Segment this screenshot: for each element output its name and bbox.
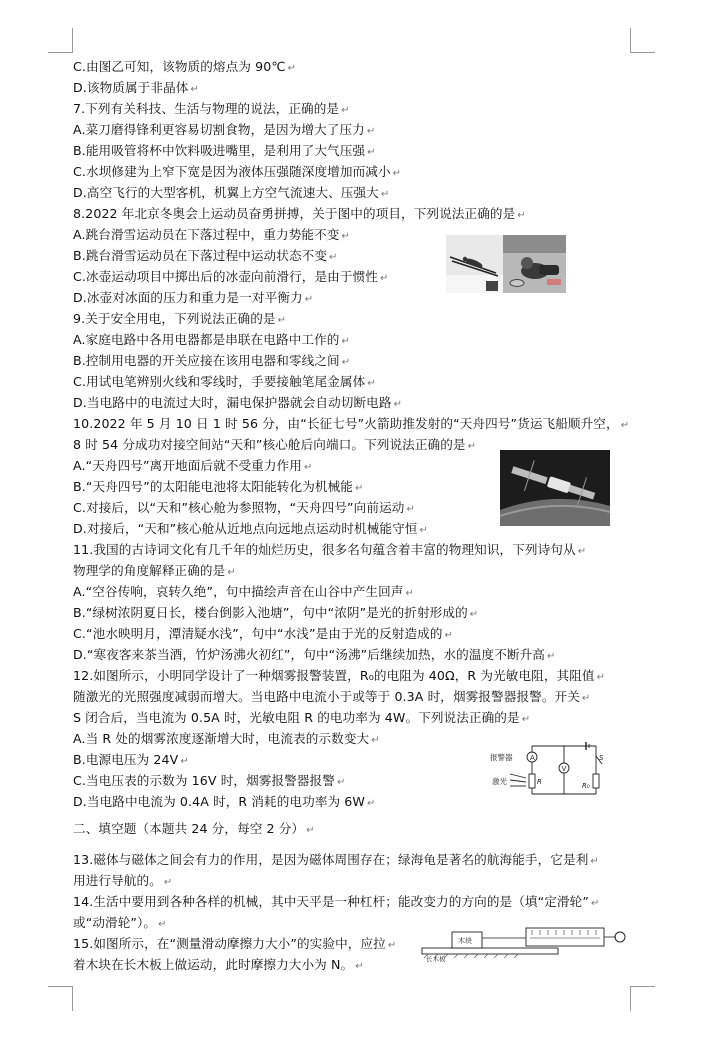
curling-photo [503,235,566,293]
text-line [73,437,476,455]
space-station-photo [500,450,610,526]
text-line-content: D.高空飞行的大型客机，机翼上方空气流速大、压强大 [73,185,379,200]
paragraph-mark: ↵ [419,525,428,536]
paragraph-mark: ↵ [547,651,556,662]
text-line-content: 着木块在长木板上做运动，此时摩擦力大小为 N。 [73,957,354,972]
smoke-alarm-circuit-diagram [488,740,613,802]
paragraph-mark: ↵ [406,504,415,515]
alarm-label: 报警器 [490,753,513,762]
paragraph-mark: ↵ [393,399,403,410]
text-line-content: 或“动滑轮”）。 [73,915,157,930]
paragraph-mark: ↵ [596,672,606,683]
crop-mark-top-right [630,28,655,53]
text-line-content: 用进行导航的。 [73,873,162,888]
text-line-content: C.“池水映明月，潭清疑水浅”，句中“水浅”是由于光的反射造成的 [73,626,443,641]
voltmeter-symbol: V [561,765,567,773]
paragraph-mark: ↵ [277,315,287,326]
text-line [73,311,286,329]
text-line [73,269,388,287]
text-line [73,290,313,308]
text-line [73,852,599,870]
text-line-content: A.菜刀磨得锋利更容易切割食物，是因为增大了压力 [73,122,365,137]
resistor-label: R [537,778,542,786]
paragraph-mark: ↵ [469,609,479,620]
text-line-content: C.由图乙可知，该物质的熔点为 90℃ [73,59,286,74]
text-line [73,248,338,266]
text-line [73,353,350,371]
crop-mark-bottom-left [48,986,73,1011]
text-line-content: S 闭合后，当电流为 0.5A 时，光敏电阻 R 的电功率为 4W。下列说法正确的是 [73,710,520,725]
text-line-content: B.“天舟四号”的太阳能电池将太阳能转化为机械能 [73,479,353,494]
paragraph-mark: ↵ [444,630,454,641]
text-line [73,143,376,161]
paragraph-mark: ↵ [306,825,315,836]
paragraph-mark: ↵ [367,378,376,389]
text-line [73,332,350,350]
text-line [73,122,375,140]
text-line [73,59,296,77]
text-line [73,794,375,812]
text-line-content: B.电源电压为 24V [73,752,179,767]
text-line [73,542,586,560]
paragraph-mark: ↵ [380,189,390,200]
text-line [73,584,414,602]
paragraph-mark: ↵ [341,231,350,242]
paragraph-mark: ↵ [366,126,376,137]
switch-label: S [599,754,604,762]
text-line [73,206,526,224]
text-line-content: C.当电压表的示数为 16V 时，烟雾报警器报警 [73,773,335,788]
text-line-content: A.“空谷传响，哀转久绝”，句中描绘声音在山谷中产生回声 [73,584,404,599]
ammeter-symbol: A [530,754,535,762]
text-line-content: 14.生活中要用到各种各样的机械，其中天平是一种杠杆；能改变力的方向的是（填“定滑轮” [73,894,589,909]
text-line-content: A.当 R 处的烟雾浓度逐渐增大时，电流表的示数变大 [73,731,370,746]
text-line-content: 7.下列有关科技、生活与物理的说法，正确的是 [73,101,340,116]
text-line [73,101,350,119]
text-line [73,957,364,975]
paragraph-mark: ↵ [336,777,346,788]
text-line-content: 15.如图所示，在“测量滑动摩擦力大小”的实验中，应拉 [73,936,386,951]
paragraph-mark: ↵ [405,588,414,599]
paragraph-mark: ↵ [158,919,167,930]
text-line-content: B.跳台滑雪运动员在下落过程中运动状态不变 [73,248,328,263]
text-line [73,731,380,749]
text-line [73,416,629,434]
paragraph-mark: ↵ [517,210,526,221]
text-line [73,873,172,891]
text-line [73,605,478,623]
text-line-content: 随激光的光照强度减弱而增大。当电路中电流小于或等于 0.3A 时，烟雾报警器报警。开关 [73,689,580,704]
text-line-content: 10.2022 年 5 月 10 日 1 时 56 分，由“长征七号”火箭助推发射的“天舟四号”货运飞船顺升空， [73,416,619,431]
text-line [73,479,363,497]
laser-label: 激光 [492,777,507,786]
paragraph-mark: ↵ [180,756,189,767]
paragraph-mark: ↵ [329,252,338,263]
text-line [73,668,605,686]
text-line [73,458,312,476]
paragraph-mark: ↵ [287,63,297,74]
text-line [73,773,345,791]
text-line-content: 8 时 54 分成功对接空间站“天和”核心舱后向端口。下列说法正确的是 [73,437,466,452]
crop-mark-top-left [48,28,73,53]
paragraph-mark: ↵ [227,567,236,578]
text-line [73,821,315,839]
text-line-content: 物理学的角度解释正确的是 [73,563,226,578]
text-line-content: A.跳台滑雪运动员在下落过程中，重力势能不变 [73,227,340,242]
text-line-content: 11.我国的古诗词文化有几千年的灿烂历史，很多名句蕴含着丰富的物理知识，下列诗句从 [73,542,576,557]
text-line [73,521,428,539]
text-line [73,752,189,770]
paragraph-mark: ↵ [304,294,314,305]
text-line-content: D.“寒夜客来茶当酒，竹炉汤沸火初红”，句中“汤沸”后继续加热，水的温度不断升高 [73,647,545,662]
text-line [73,626,453,644]
paragraph-mark: ↵ [467,441,477,452]
paragraph-mark: ↵ [371,735,380,746]
text-line-content: B.“绿树浓阴夏日长，楼台倒影入池塘”，句中“浓阴”是光的折射形成的 [73,605,468,620]
text-line-content: 9.关于安全用电，下列说法正确的是 [73,311,276,326]
text-line [73,80,199,98]
paragraph-mark: ↵ [577,546,587,557]
text-line-content: C.用试电笔辨别火线和零线时，手要接触笔尾金属体 [73,374,366,389]
text-line-content: B.能用吸管将杯中饮料吸进嘴里，是利用了大气压强 [73,143,366,158]
text-line-content: 二、填空题（本题共 24 分，每空 2 分） [73,821,305,836]
r0-label: R₀ [582,782,590,790]
ski-jump-photo [446,235,503,293]
text-line-content: A.“天舟四号”离开地面后就不受重力作用 [73,458,302,473]
text-line [73,563,236,581]
paragraph-mark: ↵ [620,420,630,431]
paragraph-mark: ↵ [367,147,376,158]
text-line-content: D.冰壶对冰面的压力和重力是一对平衡力 [73,290,303,305]
text-line-content: C.对接后，以“天和”核心舱为参照物，“天舟四号”向前运动 [73,500,405,515]
text-line [73,185,389,203]
text-line-content: C.冰壶运动项目中掷出后的冰壶向前滑行，是由于惯性 [73,269,378,284]
text-line-content: C.水坝修建为上窄下宽是因为液体压强随深度增加而减小 [73,164,391,179]
paragraph-mark: ↵ [354,483,364,494]
text-line [73,647,555,665]
text-line-content: B.控制用电器的开关应接在该用电器和零线之间 [73,353,340,368]
paragraph-mark: ↵ [303,462,313,473]
paragraph-mark: ↵ [190,84,199,95]
text-line-content: D.对接后，“天和”核心舱从近地点向远地点运动时机械能守恒 [73,521,418,536]
text-line [73,227,350,245]
paragraph-mark: ↵ [341,336,350,347]
text-line-content: D.当电路中的电流过大时，漏电保护器就会自动切断电路 [73,395,392,410]
text-line-content: A.家庭电路中各用电器都是串联在电路中工作的 [73,332,340,347]
paragraph-mark: ↵ [379,273,389,284]
paragraph-mark: ↵ [366,798,376,809]
paragraph-mark: ↵ [590,856,599,867]
text-line [73,164,401,182]
text-line [73,500,415,518]
paragraph-mark: ↵ [355,961,364,972]
crop-mark-bottom-right [630,986,655,1011]
paragraph-mark: ↵ [341,357,351,368]
paragraph-mark: ↵ [392,168,402,179]
text-line-content: 13.磁体与磁体之间会有力的作用，是因为磁体周围存在；绿海龟是著名的航海能手，它是利 [73,852,589,867]
paragraph-mark: ↵ [590,898,600,909]
text-line [73,936,396,954]
text-line-content: D.该物质属于非晶体 [73,80,189,95]
text-line [73,710,530,728]
text-line [73,915,167,933]
paragraph-mark: ↵ [581,693,591,704]
text-line [73,395,402,413]
paragraph-mark: ↵ [387,940,397,951]
text-line-content: D.当电路中电流为 0.4A 时，R 消耗的电功率为 6W [73,794,365,809]
board-label: 长木板 [426,955,446,962]
paragraph-mark: ↵ [163,877,173,888]
paragraph-mark: ↵ [521,714,531,725]
text-line-content: 8.2022 年北京冬奥会上运动员奋勇拼搏，关于图中的项目，下列说法正确的是 [73,206,516,221]
block-label: 木块 [458,937,472,945]
text-line [73,689,590,707]
text-line-content: 12.如图所示，小明同学设计了一种烟雾报警装置，R₀的电阻为 40Ω，R 为光敏电阻，其阻值 [73,668,595,683]
text-line [73,894,599,912]
paragraph-mark: ↵ [341,105,350,116]
friction-experiment-diagram [420,922,630,962]
text-line [73,374,376,392]
